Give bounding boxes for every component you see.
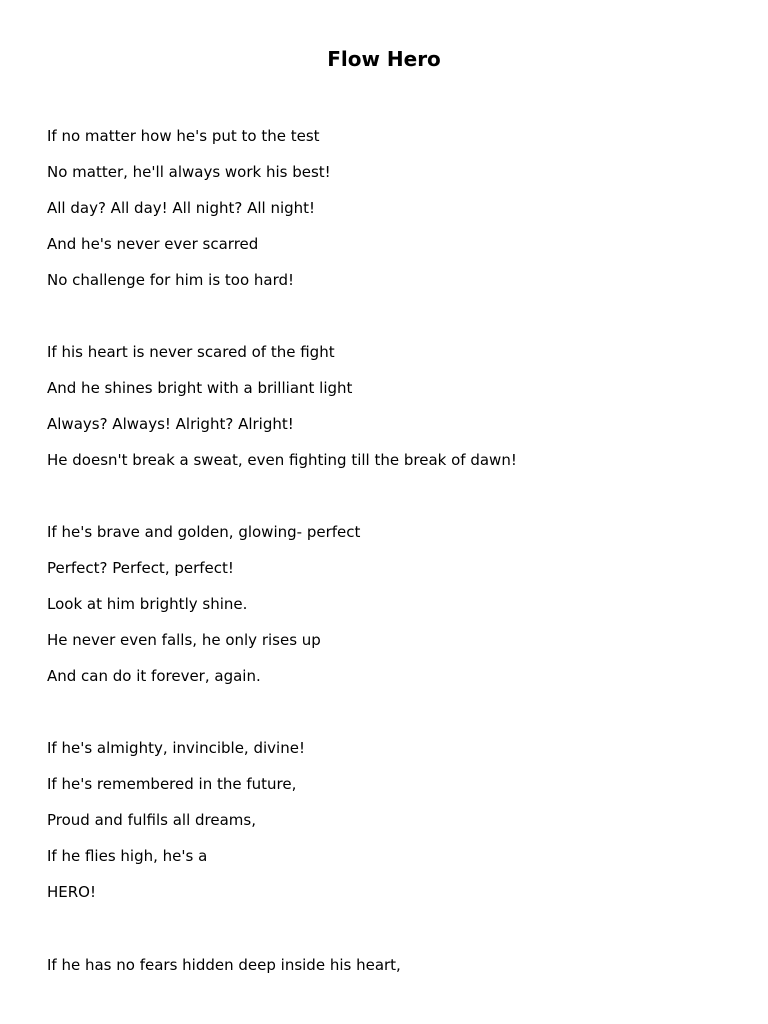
poem-line: HERO! — [47, 883, 96, 901]
poem-line: Proud and fulfils all dreams, — [47, 811, 257, 829]
poem-line: If he flies high, he's a — [47, 847, 208, 865]
poem-line: He never even falls, he only rises up — [47, 631, 321, 649]
poem-line: If he's remembered in the future, — [47, 775, 297, 793]
poem-line: He doesn't break a sweat, even fighting till the break of dawn! — [47, 451, 517, 469]
poem-line: Look at him brightly shine. — [47, 595, 248, 613]
poem-line: No matter, he'll always work his best! — [47, 163, 331, 181]
poem-line: If he has no fears hidden deep inside his heart, — [47, 956, 401, 974]
poem-line: No challenge for him is too hard! — [47, 271, 295, 289]
poem-line: And can do it forever, again. — [47, 667, 261, 685]
poem-line: If his heart is never scared of the fight — [47, 343, 335, 361]
poem-line: If he's almighty, invincible, divine! — [47, 739, 305, 757]
poem-line: Always? Always! Alright? Alright! — [47, 415, 294, 433]
poem-line: Perfect? Perfect, perfect! — [47, 559, 234, 577]
poem-line: All day? All day! All night? All night! — [47, 199, 316, 217]
poem-line: If he's brave and golden, glowing- perfect — [47, 523, 361, 541]
poem-line: And he's never ever scarred — [47, 235, 259, 253]
poem-line: And he shines bright with a brilliant light — [47, 379, 353, 397]
poem-line: If no matter how he's put to the test — [47, 127, 320, 145]
document-title: Flow Hero — [327, 47, 441, 71]
